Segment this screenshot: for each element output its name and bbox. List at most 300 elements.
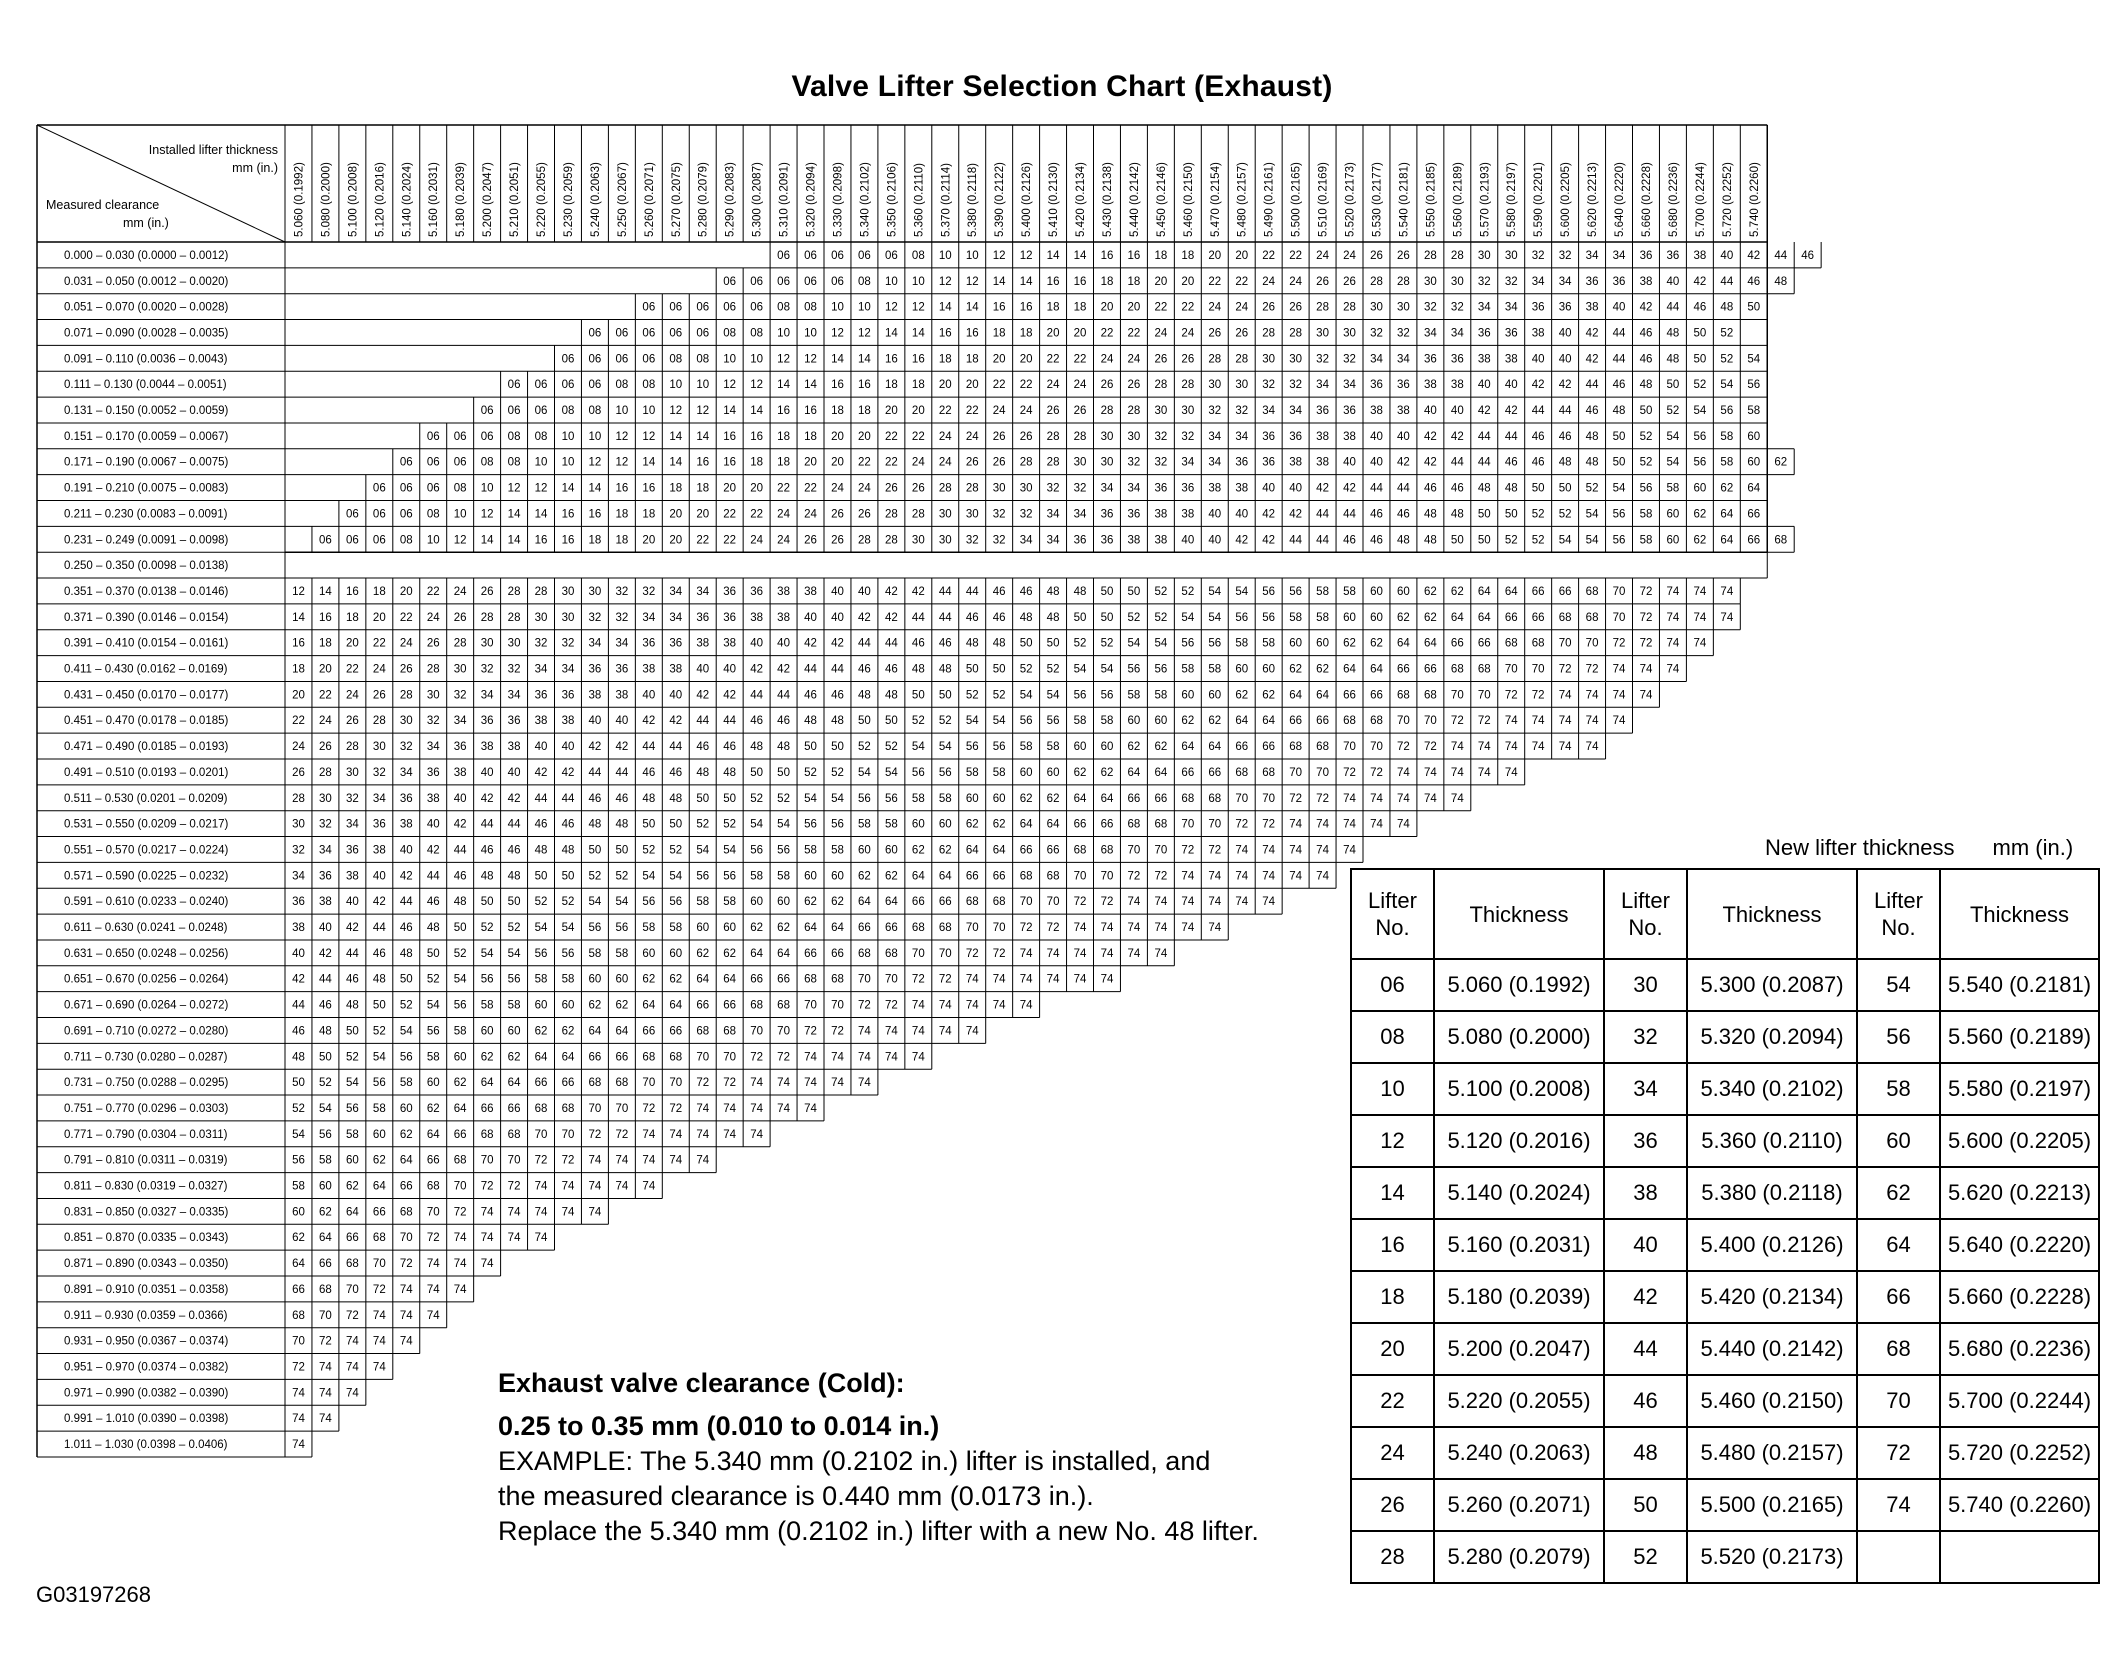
chart-cell: 66: [1073, 818, 1087, 831]
chart-cell: 38: [534, 715, 548, 728]
chart-cell: 74: [1370, 818, 1383, 831]
chart-cell: 06: [372, 482, 386, 495]
chart-cell: 18: [642, 508, 656, 521]
chart-cell: 72: [453, 1206, 467, 1219]
chart-cell: 40: [804, 611, 817, 624]
chart-cell: 54: [1208, 585, 1222, 598]
chart-cell: 74: [965, 1025, 979, 1038]
chart-cell: 66: [399, 1180, 413, 1193]
chart-cell: 58: [292, 1180, 305, 1193]
chart-cell: 50: [345, 1025, 359, 1038]
chart-cell: 40: [1423, 405, 1437, 418]
chart-cell: 60: [938, 818, 952, 831]
chart-cell: 60: [965, 792, 979, 805]
row-label: 0.391 – 0.410 (0.0154 – 0.0161): [64, 637, 229, 650]
chart-cell: 64: [938, 870, 952, 883]
chart-cell: 66: [1370, 689, 1383, 702]
chart-cell: 22: [1235, 275, 1249, 288]
chart-cell: 74: [1208, 896, 1222, 909]
chart-cell: 54: [992, 715, 1006, 728]
lifter-no-cell: 46: [1604, 1375, 1687, 1427]
lifter-no-cell: 38: [1604, 1167, 1687, 1219]
chart-cell: 30: [992, 482, 1006, 495]
chart-cell: 46: [1639, 353, 1653, 366]
lifter-no-cell: 74: [1857, 1479, 1940, 1531]
chart-cell: 46: [884, 663, 898, 676]
row-label: 0.931 – 0.950 (0.0367 – 0.0374): [64, 1335, 229, 1348]
row-label: 0.091 – 0.110 (0.0036 – 0.0043): [64, 353, 228, 366]
chart-cell: 50: [1477, 508, 1491, 521]
column-header: 5.300 (0.2087): [751, 162, 764, 237]
row-label: 0.250 – 0.350 (0.0098 – 0.0138): [64, 560, 229, 573]
chart-cell: 54: [1127, 637, 1141, 650]
chart-cell: 20: [696, 508, 710, 521]
chart-cell: 20: [750, 482, 764, 495]
chart-cell: 50: [938, 689, 952, 702]
column-header: 5.470 (0.2154): [1209, 162, 1222, 237]
chart-cell: 74: [911, 999, 925, 1012]
chart-cell: 74: [453, 1258, 467, 1271]
chart-cell: 60: [534, 999, 548, 1012]
chart-cell: 42: [911, 585, 925, 598]
chart-cell: 30: [1370, 301, 1383, 314]
chart-cell: 56: [1235, 611, 1249, 624]
chart-cell: 46: [588, 792, 602, 805]
chart-cell: 70: [1423, 715, 1437, 728]
thickness-cell: 5.160 (0.2031): [1434, 1219, 1604, 1271]
chart-cell: 74: [1235, 844, 1249, 857]
chart-cell: 48: [992, 637, 1006, 650]
chart-cell: 74: [696, 1154, 710, 1167]
chart-cell: 06: [858, 249, 871, 262]
chart-cell: 46: [723, 741, 737, 754]
chart-cell: 36: [507, 715, 521, 728]
chart-cell: 56: [1262, 611, 1276, 624]
chart-cell: 34: [1370, 353, 1383, 366]
chart-cell: 62: [372, 1154, 386, 1167]
chart-cell: 68: [1100, 844, 1114, 857]
chart-cell: 06: [507, 405, 521, 418]
chart-cell: 16: [292, 637, 305, 650]
chart-cell: 74: [1019, 947, 1033, 960]
chart-cell: 44: [1558, 405, 1572, 418]
chart-cell: 74: [1208, 870, 1222, 883]
chart-cell: 48: [1504, 482, 1518, 495]
chart-cell: 66: [669, 1025, 683, 1038]
chart-cell: 64: [804, 922, 817, 935]
chart-cell: 50: [399, 973, 413, 986]
chart-cell: 46: [911, 637, 925, 650]
chart-cell: 64: [1450, 611, 1464, 624]
chart-cell: 16: [858, 379, 871, 392]
chart-cell: 46: [480, 844, 494, 857]
chart-cell: 26: [965, 456, 979, 469]
chart-cell: 48: [723, 766, 737, 779]
chart-cell: 64: [696, 973, 710, 986]
chart-cell: 42: [777, 663, 790, 676]
chart-cell: 20: [831, 430, 844, 443]
chart-cell: 20: [1073, 327, 1087, 340]
chart-cell: 12: [884, 301, 898, 314]
chart-cell: 08: [588, 405, 602, 418]
chart-cell: 10: [642, 405, 656, 418]
chart-cell: 36: [588, 663, 602, 676]
chart-cell: 10: [453, 508, 467, 521]
chart-cell: 44: [1289, 534, 1303, 547]
chart-cell: 70: [345, 1283, 359, 1296]
lifter-no-cell: 60: [1857, 1115, 1940, 1167]
chart-cell: 32: [1046, 482, 1060, 495]
chart-cell: 14: [534, 508, 548, 521]
chart-cell: 30: [1343, 327, 1356, 340]
chart-cell: 32: [1289, 379, 1303, 392]
chart-cell: 34: [534, 663, 548, 676]
chart-cell: 74: [911, 1051, 925, 1064]
chart-cell: 12: [965, 275, 979, 288]
chart-cell: 14: [588, 482, 602, 495]
chart-cell: 58: [884, 818, 898, 831]
note-heading: Exhaust valve clearance (Cold):: [498, 1368, 905, 1398]
chart-cell: 58: [319, 1154, 332, 1167]
chart-cell: 70: [965, 922, 979, 935]
chart-cell: 70: [1585, 637, 1599, 650]
chart-cell: 74: [1612, 663, 1626, 676]
chart-cell: 50: [1693, 353, 1707, 366]
chart-cell: 70: [1531, 663, 1545, 676]
chart-cell: 30: [1154, 405, 1168, 418]
chart-cell: 74: [507, 1232, 521, 1245]
thickness-cell: 5.420 (0.2134): [1687, 1271, 1857, 1323]
chart-cell: 56: [750, 844, 764, 857]
chart-cell: 58: [507, 999, 521, 1012]
chart-cell: 44: [884, 637, 898, 650]
chart-cell: 50: [1019, 637, 1033, 650]
chart-cell: 74: [831, 1077, 844, 1090]
chart-cell: 26: [1127, 379, 1141, 392]
chart-cell: 08: [696, 353, 710, 366]
chart-cell: 12: [534, 482, 548, 495]
thickness-cell: 5.120 (0.2016): [1434, 1115, 1604, 1167]
chart-cell: 32: [1181, 430, 1195, 443]
chart-cell: 34: [345, 818, 359, 831]
thickness-cell: 5.640 (0.2220): [1940, 1219, 2099, 1271]
chart-cell: 06: [642, 301, 656, 314]
chart-cell: 28: [1208, 353, 1222, 366]
chart-cell: 68: [1316, 741, 1329, 754]
chart-cell: 30: [1019, 482, 1033, 495]
column-header: 5.100 (0.2008): [347, 162, 360, 237]
chart-cell: 48: [1423, 508, 1437, 521]
installed-thickness-label: Installed lifter thickness: [148, 143, 278, 157]
chart-cell: 52: [642, 844, 656, 857]
chart-cell: 18: [1127, 275, 1141, 288]
chart-cell: 46: [992, 585, 1006, 598]
chart-cell: 32: [1019, 508, 1033, 521]
chart-cell: 08: [911, 249, 925, 262]
chart-cell: 70: [1612, 611, 1626, 624]
chart-cell: 62: [1693, 534, 1707, 547]
chart-cell: 62: [1262, 689, 1276, 702]
chart-cell: 20: [669, 534, 683, 547]
chart-cell: 46: [1612, 379, 1626, 392]
chart-cell: 74: [1585, 741, 1599, 754]
chart-cell: 30: [399, 715, 413, 728]
chart-cell: 12: [911, 301, 925, 314]
chart-cell: 08: [804, 301, 817, 314]
chart-cell: 46: [1450, 482, 1464, 495]
chart-cell: 14: [507, 534, 521, 547]
chart-cell: 52: [1046, 663, 1060, 676]
chart-cell: 64: [534, 1051, 548, 1064]
chart-cell: 66: [1127, 792, 1141, 805]
chart-cell: 14: [831, 353, 844, 366]
chart-cell: 40: [1289, 482, 1303, 495]
chart-cell: 38: [777, 611, 790, 624]
chart-cell: 52: [1504, 534, 1518, 547]
chart-cell: 22: [938, 405, 952, 418]
chart-cell: 72: [1127, 870, 1141, 883]
chart-cell: 50: [992, 663, 1006, 676]
chart-cell: 74: [615, 1180, 629, 1193]
thickness-cell: 5.580 (0.2197): [1940, 1063, 2099, 1115]
chart-cell: 38: [1639, 275, 1653, 288]
column-header: 5.220 (0.2055): [536, 162, 549, 237]
column-header: 5.560 (0.2189): [1452, 162, 1465, 237]
lifter-no-cell: 66: [1857, 1271, 1940, 1323]
chart-cell: 74: [1073, 973, 1087, 986]
chart-cell: 46: [1423, 482, 1437, 495]
chart-cell: 66: [534, 1077, 548, 1090]
chart-cell: 58: [399, 1077, 413, 1090]
chart-cell: 40: [1450, 405, 1464, 418]
chart-cell: 44: [480, 818, 494, 831]
chart-cell: 16: [642, 482, 656, 495]
chart-cell: 46: [965, 611, 979, 624]
chart-cell: 52: [696, 818, 710, 831]
chart-cell: 56: [588, 922, 602, 935]
chart-cell: 38: [669, 663, 683, 676]
chart-cell: 06: [750, 301, 764, 314]
chart-cell: 50: [831, 741, 844, 754]
chart-cell: 28: [1154, 379, 1168, 392]
lifter-no-cell: 06: [1351, 959, 1434, 1011]
chart-cell: 58: [453, 1025, 467, 1038]
chart-cell: 64: [1397, 637, 1410, 650]
row-label: 0.451 – 0.470 (0.0178 – 0.0185): [64, 715, 229, 728]
chart-cell: 26: [1073, 405, 1087, 418]
chart-cell: 22: [965, 405, 979, 418]
chart-cell: 06: [642, 353, 656, 366]
chart-cell: 68: [642, 1051, 656, 1064]
chart-cell: 32: [1073, 482, 1087, 495]
chart-cell: 38: [1531, 327, 1545, 340]
chart-cell: 56: [992, 741, 1006, 754]
chart-cell: 40: [292, 947, 305, 960]
chart-cell: 24: [777, 534, 790, 547]
chart-cell: 56: [804, 818, 817, 831]
chart-cell: 50: [804, 741, 817, 754]
chart-cell: 70: [588, 1102, 602, 1115]
chart-cell: 60: [292, 1206, 305, 1219]
chart-cell: 66: [426, 1154, 440, 1167]
chart-cell: 46: [777, 715, 790, 728]
lifter-no-cell: 18: [1351, 1271, 1434, 1323]
chart-cell: 46: [319, 999, 332, 1012]
chart-cell: 06: [426, 430, 440, 443]
chart-cell: 52: [453, 947, 467, 960]
chart-cell: 34: [399, 766, 413, 779]
chart-cell: 66: [884, 922, 898, 935]
chart-cell: 66: [1262, 741, 1276, 754]
chart-cell: 72: [831, 1025, 844, 1038]
chart-cell: 34: [696, 585, 710, 598]
chart-cell: 40: [1208, 534, 1222, 547]
chart-cell: 18: [615, 534, 629, 547]
chart-cell: 74: [480, 1232, 494, 1245]
chart-cell: 60: [911, 818, 925, 831]
chart-cell: 44: [292, 999, 305, 1012]
chart-cell: 62: [1154, 741, 1168, 754]
chart-cell: 64: [588, 1025, 602, 1038]
chart-cell: 74: [1235, 896, 1249, 909]
chart-cell: 16: [938, 327, 952, 340]
chart-cell: 52: [723, 818, 737, 831]
chart-cell: 46: [858, 663, 871, 676]
chart-cell: 28: [292, 792, 305, 805]
chart-cell: 74: [1477, 766, 1491, 779]
chart-cell: 30: [1504, 249, 1518, 262]
chart-cell: 66: [1558, 585, 1572, 598]
chart-cell: 18: [615, 508, 629, 521]
column-header: 5.600 (0.2205): [1560, 162, 1573, 237]
lifter-no-cell: 16: [1351, 1219, 1434, 1271]
chart-cell: 20: [1100, 301, 1114, 314]
chart-cell: 54: [1181, 611, 1195, 624]
chart-cell: 54: [507, 947, 521, 960]
column-header: 5.230 (0.2059): [562, 162, 575, 237]
column-header: 5.450 (0.2146): [1155, 162, 1168, 237]
chart-cell: 56: [534, 947, 548, 960]
chart-cell: 16: [723, 456, 737, 469]
chart-cell: 58: [965, 766, 979, 779]
chart-cell: 52: [507, 922, 521, 935]
chart-cell: 34: [1100, 482, 1114, 495]
chart-cell: 62: [1100, 766, 1114, 779]
thickness-cell: 5.660 (0.2228): [1940, 1271, 2099, 1323]
column-header: 5.580 (0.2197): [1506, 162, 1519, 237]
chart-cell: 52: [1154, 585, 1168, 598]
chart-cell: 74: [750, 1128, 764, 1141]
chart-cell: 60: [1208, 689, 1222, 702]
chart-cell: 54: [1693, 405, 1707, 418]
chart-cell: 42: [696, 689, 710, 702]
chart-cell: 32: [1208, 405, 1222, 418]
chart-cell: 68: [965, 896, 979, 909]
chart-cell: 56: [858, 792, 871, 805]
chart-cell: 36: [1316, 405, 1329, 418]
chart-cell: 36: [1423, 353, 1437, 366]
chart-cell: 36: [1531, 301, 1545, 314]
chart-cell: 14: [884, 327, 898, 340]
column-header: 5.270 (0.2075): [670, 162, 683, 237]
chart-cell: 46: [1531, 430, 1545, 443]
note-spec: 0.25 to 0.35 mm (0.010 to 0.014 in.): [498, 1411, 940, 1441]
chart-cell: 24: [1019, 405, 1033, 418]
chart-cell: 42: [884, 585, 898, 598]
chart-cell: 18: [911, 379, 925, 392]
chart-cell: 58: [1639, 534, 1653, 547]
chart-cell: 50: [507, 896, 521, 909]
chart-cell: 16: [588, 508, 602, 521]
column-header: 5.370 (0.2114): [940, 163, 953, 237]
chart-cell: 24: [399, 637, 413, 650]
chart-cell: 42: [858, 611, 871, 624]
column-header: 5.660 (0.2228): [1640, 162, 1653, 237]
chart-cell: 28: [1127, 405, 1141, 418]
chart-cell: 56: [777, 844, 790, 857]
chart-cell: 54: [1585, 534, 1599, 547]
column-header: 5.280 (0.2079): [697, 162, 710, 237]
chart-cell: 34: [1019, 534, 1033, 547]
chart-cell: 22: [696, 534, 710, 547]
chart-cell: 18: [858, 405, 871, 418]
chart-cell: 06: [696, 301, 710, 314]
chart-cell: 18: [1154, 249, 1168, 262]
lifter-no-cell: 10: [1351, 1063, 1434, 1115]
chart-cell: 28: [938, 482, 952, 495]
chart-cell: 56: [1046, 715, 1060, 728]
chart-cell: 64: [1019, 818, 1033, 831]
chart-cell: 08: [507, 430, 521, 443]
chart-cell: 50: [723, 792, 737, 805]
chart-cell: 48: [777, 741, 790, 754]
chart-cell: 56: [453, 999, 467, 1012]
chart-cell: 62: [884, 870, 898, 883]
chart-cell: 74: [588, 1154, 602, 1167]
chart-cell: 42: [453, 818, 467, 831]
chart-cell: 68: [1208, 792, 1222, 805]
chart-cell: 06: [588, 379, 602, 392]
chart-cell: 72: [345, 1309, 359, 1322]
chart-cell: 30: [1073, 456, 1087, 469]
chart-cell: 50: [642, 818, 656, 831]
chart-cell: 46: [453, 870, 467, 883]
chart-cell: 44: [1477, 430, 1491, 443]
chart-cell: 06: [534, 405, 548, 418]
chart-cell: 56: [1693, 456, 1707, 469]
chart-cell: 16: [1073, 275, 1087, 288]
chart-cell: 70: [696, 1051, 710, 1064]
chart-cell: 68: [669, 1051, 683, 1064]
chart-cell: 34: [1397, 353, 1410, 366]
chart-cell: 18: [938, 353, 952, 366]
chart-cell: 60: [1343, 611, 1356, 624]
chart-cell: 30: [453, 663, 467, 676]
chart-cell: 66: [1181, 766, 1195, 779]
chart-cell: 74: [1100, 922, 1114, 935]
chart-cell: 28: [1262, 327, 1276, 340]
chart-cell: 74: [399, 1283, 413, 1296]
lifter-no-cell: 54: [1857, 959, 1940, 1011]
chart-cell: 18: [777, 430, 790, 443]
chart-cell: 52: [1531, 508, 1545, 521]
chart-cell: 06: [453, 430, 467, 443]
chart-cell: 44: [1370, 482, 1383, 495]
chart-cell: 32: [480, 663, 494, 676]
chart-cell: 42: [372, 896, 386, 909]
chart-cell: 18: [777, 456, 790, 469]
chart-cell: 14: [992, 275, 1006, 288]
